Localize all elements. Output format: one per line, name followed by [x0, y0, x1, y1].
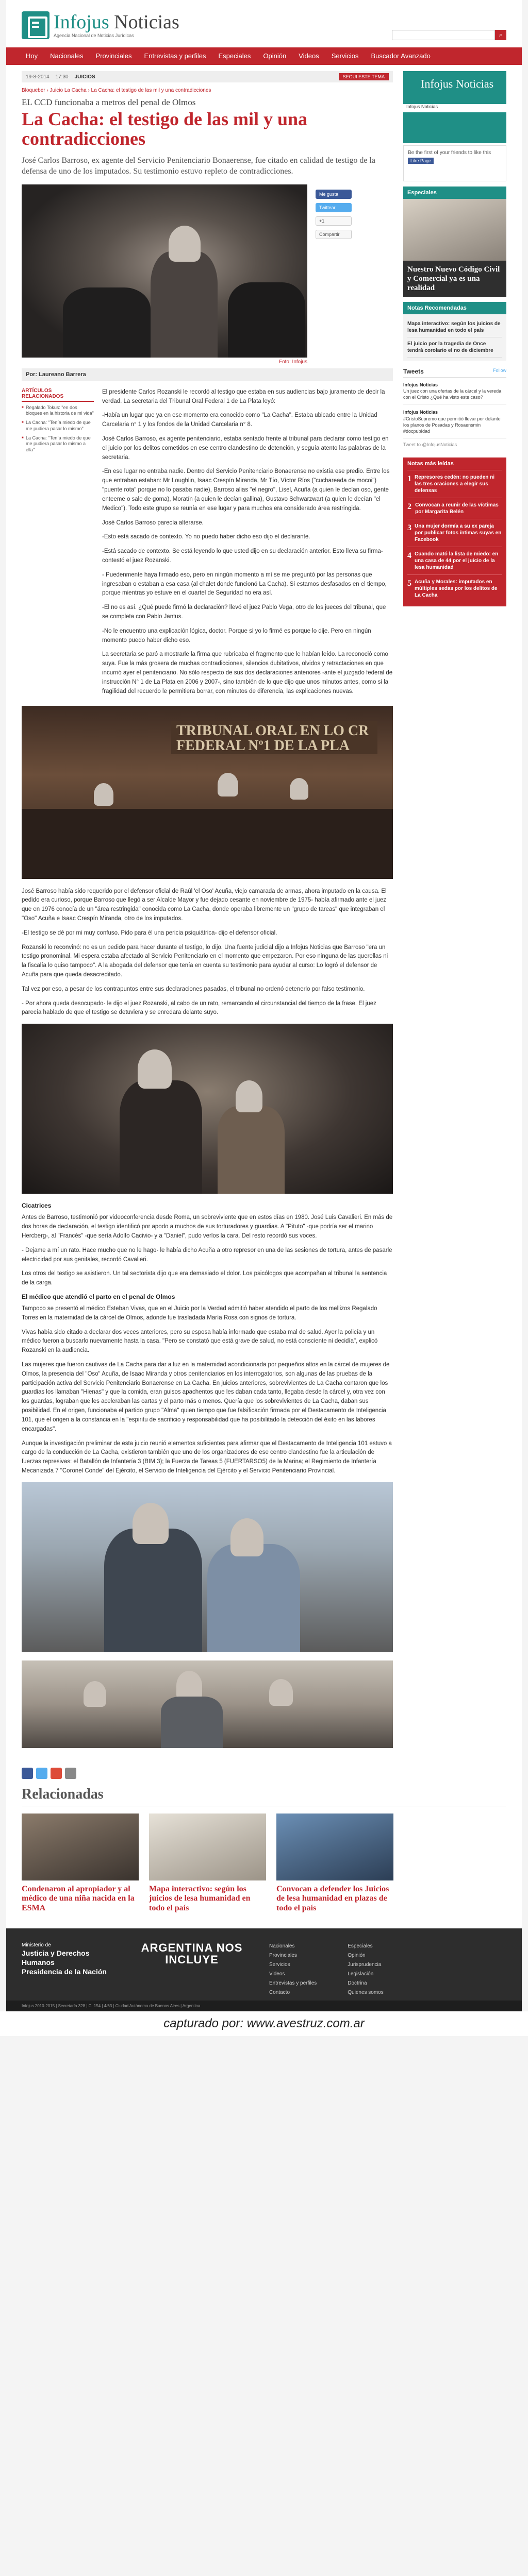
- paragraph: El presidente Carlos Rozanski le recordó al testigo que estaba en sus audiencias bajo juramento de decir la verdad. La secretaria del Tribunal Oral Federal 1 de La Plata leyó:: [102, 388, 385, 404]
- article-body-2: [22, 887, 393, 1018]
- related-article-link[interactable]: ■ La Cacha: "Tenía miedo de que me pudiera pasar lo mismo a ella": [22, 435, 94, 453]
- most-read-list: [403, 470, 506, 606]
- paragraph: La secretaria se paró a mostrarle la firma que rubricaba el fragmento que le habían leído. La reconoció como suya. Fue la más grosera de muchas contradicciones, silencios dubitativos, olvidos y retractaciones en que incurrió ayer el penitenciario. No sólo respecto de sus dos declaraciones anteriores -ante el juzgado federal de instrucción N° 1 de La Plata en 2006 y 2007-, sino también de lo que dijo que unos minutos antes, como si la fragilidad del recuerdo le permitiera borrar, con minutos de diferencia, las explicaciones nuevas.: [102, 651, 393, 694]
- recommended-list: [403, 314, 506, 361]
- paragraph: -Había un lugar que ya en ese momento era conocido como "La Cacha". Estaba ubicado entre la Unidad Carcelaria n° 1 y los fondos de la Unidad Carcelaria n° 8.: [102, 412, 377, 428]
- footer-link[interactable]: Opinión: [348, 1952, 366, 1958]
- most-read-item[interactable]: [407, 470, 502, 498]
- most-read-rank: 5: [407, 579, 411, 588]
- footer-link[interactable]: Jurisprudencia: [348, 1961, 382, 1968]
- related-card-image: [149, 1814, 266, 1880]
- facebook-like-page-button[interactable]: Like Page: [408, 158, 434, 164]
- facebook-widget: [403, 145, 506, 181]
- related-section: [6, 1755, 522, 1928]
- most-read-item[interactable]: [407, 498, 502, 519]
- footer-link[interactable]: Entrevistas y perfiles: [269, 1980, 317, 1986]
- related-card-title[interactable]: Convocan a defender los Juicios de lesa humanidad en plazas de todo el país: [276, 1884, 389, 1912]
- facebook-icon[interactable]: [22, 1768, 33, 1779]
- article-content: [22, 65, 393, 1755]
- article-date: 19-8-2014: [26, 74, 50, 80]
- article-body-3: [22, 1202, 393, 1476]
- paragraph: - Por ahora queda desocupado- le dijo el juez Rozanski, al cabo de un rato, remarcando el circunstancial del tiempo de la frase. El juez parecía hablado de que el testigo se detuviera y se enredara delante suyo.: [22, 1000, 376, 1016]
- infojus-banner[interactable]: [403, 71, 506, 143]
- tweets-heading: Tweets: [403, 368, 424, 375]
- recommended-item[interactable]: El juicio por la tragedia de Once tendrá corolario el no de diciembre: [407, 337, 502, 358]
- sidebar: [403, 65, 506, 1755]
- related-card-image: [22, 1814, 139, 1880]
- paragraph: Aunque la investigación preliminar de esta juicio reunió elementos suficientes para afirmar que el Destacamento de Inteligencia 101 estuvo a cargo de la conducción de La Cacha, existieron también que uno de los organizadores de ese centro clandestino fue la articulación de fuerzas represivas: el Batallón de Infantería 3 (BIM 3); la Fuerza de Tareas 5 (FUERTARSO5) de la Marina; el Regimiento de Infantería Mecanizada 7 "Coronel Conde" del Ejército, el Servicio de Inteligencia del Ejército y el Servicio Penitenciario Provincial.: [22, 1440, 392, 1474]
- byline: Por: Laureano Barrera: [22, 368, 393, 381]
- site-footer: [6, 1928, 522, 2001]
- related-card-title[interactable]: Mapa interactivo: según los juicios de lesa humanidad en todo el país: [149, 1884, 251, 1912]
- paragraph: -El testigo se dé por mi muy confuso. Pido para él una pericia psiquiátrica- dijo el defensor oficial.: [22, 929, 277, 936]
- paragraph: -Esto está sacado de contexto. Yo no puedo haber dicho eso dijo el declarante.: [102, 534, 310, 540]
- paragraph: Los otros del testigo se asistieron. Un tal sectorista dijo que era demasiado el dolor. Los psicólogos que acompañan al tribunal la sentencia de la carga.: [22, 1270, 387, 1286]
- nav-item-0[interactable]: Hoy: [26, 52, 38, 60]
- twitter-share-button[interactable]: Twittear: [316, 203, 352, 212]
- nav-item-7[interactable]: Servicios: [331, 52, 359, 60]
- copyright: Infojus 2010-2015 | Secretaría 328 | C. 154 | 4/63 | Ciudad Autónoma de Buenos Aires | Argentina: [6, 2001, 522, 2011]
- paragraph: Vivas había sido citado a declarar dos veces anteriores, pero su esposa había informado que estaba mal de salud. Ayer la policía y un médico fueron a buscarlo nuevamente hasta la casa. "Pero se constató que está grave de salud, no está consciente ni decidía", explicó Rozanski en la audiencia.: [22, 1329, 378, 1354]
- twitter-follow-button[interactable]: Follow: [492, 368, 506, 373]
- nav-item-4[interactable]: Especiales: [218, 52, 251, 60]
- footer-link[interactable]: Especiales: [348, 1943, 373, 1949]
- most-read-title: Convocan a reunir de las víctimas por Margarita Belén: [415, 502, 499, 515]
- related-card[interactable]: [22, 1814, 139, 1913]
- defendants-photo: [22, 1024, 393, 1194]
- nav-item-3[interactable]: Entrevistas y perfiles: [144, 52, 206, 60]
- paragraph: Las mujeres que fueron cautivas de La Cacha para dar a luz en la maternidad acondicionada por pequeños altos en la cárcel de mujeres de Olmos, la presencia del "Oso" Acuña, de Isaac Miranda y otros penitenciarios en los interrogatorios, son algunas de las pruebas de la participación activa del Servicio Penitenciario Bonaerense en La Cacha. En juicios anteriores, sobrevivientes de La Cacha contaron que los guardias los llamaban "Hienas" y que la comida, eran guisos apachentos que les daban cada tanto, llegaba desde la cárcel y, otra vez con los guardas, lograban que les aceleraban las cartas y el parto más o menos. Quería que los sobrevivientes de La Cacha, daban sus posibilidad. En el origen, funcionaba el partido grupo "Alma" quien tiempo que fue falsificación firmada por el Destacamento de Inteligencia 101, que el origen a la constancia en la "espiritu de sacrificio y responsabilidad que ha posibilitado la detección del éxito en las labores encargadas".: [22, 1362, 390, 1432]
- paragraph: Antes de Barroso, testimonió por videoconferencia desde Roma, un sobreviviente que en estos días en 1980. José Luis Cavalieri. En más de dos horas de declaración, el testigo identificó por apodo a muchos de sus torturadores y guardias. A "Pituto" -que podría ser el marino Hercberg-, al "Francés" -que sería Adolfo Cacivio- y a "Daniel", pudo verlos la cara. Del resto recordó sus voces.: [22, 1214, 393, 1239]
- most-read-rank: 2: [407, 502, 411, 511]
- paragraph: -Está sacado de contexto. Se está leyendo lo que usted dijo en su declaración anterior. Esto lleva su firma- contestó el juez Rozanski.: [102, 548, 383, 564]
- nav-item-5[interactable]: Opinión: [263, 52, 287, 60]
- presidency-name: Presidencia de la Nación: [22, 1968, 107, 1976]
- logo-main: Infojus: [54, 11, 109, 33]
- most-read-rank: 4: [407, 551, 411, 560]
- footer-link[interactable]: Legislación: [348, 1971, 374, 1977]
- footer-col-2: [348, 1942, 384, 1995]
- share-button[interactable]: Compartir: [316, 230, 352, 239]
- share-buttons: [316, 184, 393, 366]
- paragraph: -No le encuentro una explicación lógica, doctor. Porque si yo lo firmé es porque lo dije. Pero en ningún momento puedo haber dicho eso.: [102, 628, 371, 643]
- most-read-title: Cuando mató la lista de miedo: en una casa de 44 por el juicio de la lesa humanidad: [415, 551, 499, 570]
- logo-icon: [22, 11, 50, 39]
- photo-credit: Foto: Infojus: [278, 359, 307, 365]
- most-read-item[interactable]: [407, 574, 502, 602]
- breadcrumb[interactable]: Bloqueber › Juicio La Cacha › La Cacha: el testigo de las mil y una contradicciones: [22, 88, 211, 93]
- banner-bar: Infojus Noticias: [403, 104, 506, 112]
- related-card-image: [276, 1814, 393, 1880]
- nav-item-8[interactable]: Buscador Avanzado: [371, 52, 431, 60]
- paragraph: José Barroso había sido requerido por el defensor oficial de Raúl 'el Oso' Acuña, viejo camarada de armas, ahora imputado en la causa. El pedido era curioso, porque Barroso que llegó a ser Alcalde Mayor y fue dejado cesante en noviembre de 1975- había afirmado ante el juez que en 1976 conocía de un "área restringida" conocida como La Cacha, donde operaba libremente un "grupo de tareas" que integraban el "Oso" Acuña e Isaac Crespín Miranda, otro de los imputados.: [22, 888, 387, 922]
- crowd-photo: [22, 1660, 393, 1748]
- tweet-user[interactable]: Infojus Noticias: [403, 410, 438, 415]
- most-read-title: Represores cedén: no pueden ni las tres oraciones a elegir sus defensas: [415, 474, 495, 494]
- paragraph: José Carlos Barroso, ex agente penitenciario, estaba sentado frente al tribunal para declarar como testigo en el juicio por los delitos cometidos en ese centro clandestino de detención, y seguía atento las palabras de la secretaria.: [102, 436, 389, 461]
- especiales-image: [403, 199, 506, 261]
- article-body-1: [102, 388, 393, 702]
- follow-topic-button[interactable]: SEGUI ESTE TEMA: [339, 73, 389, 80]
- tweet-item[interactable]: [403, 405, 506, 439]
- tweets-list: [403, 378, 506, 439]
- tweet-text: #CristoSupremo que permitió llevar por delante los planos de Posadas y Rosaensmin #docpubIdad: [403, 416, 501, 434]
- paragraph: - Dejame a mí un rato. Hace mucho que no le hago- le había dicho Acuña a otro represor en una de las sesiones de tortura, antes de pasarle electricidad por sus genitales, recordó Cavalieri.: [22, 1247, 392, 1263]
- hero-row: [22, 184, 393, 366]
- most-read-title: Una mujer dormía a su ex pareja por publicar fotos íntimas suyas en Facebook: [415, 523, 502, 543]
- footer-links: [269, 1942, 384, 1995]
- main-nav: [6, 47, 522, 65]
- most-read-rank: 3: [407, 523, 411, 532]
- nav-item-1[interactable]: Nacionales: [50, 52, 84, 60]
- paragraph: -En ese lugar no entraba nadie. Dentro del Servicio Penitenciario Bonaerense no existía ese predio. Entre los que entraban estaban: Mr Loughlin, Isaac Crespín Miranda, Mr Tío, Víctor Ríos ("cuchareada de mocoi") "puente rota" porque no lo pasaba nadie), Barroso alias "el negro", Lisel, Acuña (a quien le decían oso, gente enteeme o sale de goma), Moratín (a quien le decían gallina), Gustavo Schwarzwart (a quien le decían "el Medico"). Todo este grupo se reunía en ese lugar y para muchos era considerado área restringida.: [102, 468, 390, 512]
- subheading: El médico que atendió el parto en el penal de Olmos: [22, 1293, 175, 1300]
- paragraph: Rozanski lo reconvinó: no es un pedido para hacer durante el testigo, lo dijo. Una fuente judicial dijo a Infojus Noticias que Barroso "era un testigo pronominal. Mi espera estaba afectado al Servicio Penitenciario en el momento que empezaron. Por eso ninguna de las querellas ni la fiscalía lo quiso tampoco". A la abogada del defensor que tenía en cuenta su testimonio para ayudar al curso: Lo logró el defensor de Acuña para que queda desacreditado.: [22, 944, 388, 978]
- related-grid: [22, 1814, 506, 1913]
- capture-credit: capturado por: www.avestruz.com.ar: [0, 2011, 528, 2036]
- ministry-small: Ministerio de: [22, 1942, 51, 1948]
- related-heading: Relacionadas: [22, 1786, 506, 1806]
- article-time: 17:30: [55, 74, 69, 80]
- related-card-title[interactable]: Condenaron al apropiador y al médico de una niña nacida en la ESMA: [22, 1884, 135, 1912]
- page-wrapper: [6, 0, 522, 2011]
- tweet-to-link[interactable]: Tweet to @InfojusNoticias: [403, 442, 457, 447]
- paragraph: Tal vez por eso, a pesar de los contrapuntos entre sus declaraciones pasadas, el tribunal no ordenó detenerlo por falso testimonio.: [22, 986, 365, 992]
- banner-title: Infojus Noticias: [421, 77, 494, 90]
- article-lead: José Carlos Barroso, ex agente del Servicio Penitenciario Bonaerense, fue citado en calidad de testigo de la defensa de uno de los imputados. Su testimonio estuvo repleto de contradicciones.: [22, 156, 375, 176]
- tweet-user[interactable]: Infojus Noticias: [403, 382, 438, 387]
- nav-item-2[interactable]: Provinciales: [95, 52, 132, 60]
- search-bar: [392, 30, 506, 40]
- related-articles-heading: ARTÍCULOS RELACIONADOS: [22, 388, 94, 402]
- bottom-share-icons: [22, 1768, 506, 1779]
- footer-link[interactable]: Servicios: [269, 1961, 290, 1968]
- search-button[interactable]: [495, 30, 506, 40]
- footer-link[interactable]: Contacto: [269, 1989, 290, 1995]
- facebook-widget-text: Be the first of your friends to like this: [408, 150, 491, 156]
- ministry-logo[interactable]: [22, 1942, 114, 1987]
- tweet-text: Un juez con una ofertas de la cárcel y la vereda con el Cristo ¿Qué ha visto este caso?: [403, 388, 502, 400]
- paragraph: - Puedenmente haya firmado eso, pero en ningún momento a mí se me preguntó por las personas que ingresaban o estaban a esa casa (al chalet donde funcionó La Cacha). Si estamos desfasados en el tiempo, porque mientras yo estuve en el cuartel de Seguridad no era así.: [102, 571, 387, 597]
- google-plus-icon[interactable]: [51, 1768, 62, 1779]
- search-icon: ⌕: [499, 31, 503, 38]
- most-read-title: Acuña y Morales: imputados en múltiples sedas por los delitos de La Cacha: [415, 579, 498, 598]
- main-area: [6, 65, 522, 1755]
- nav-item-6[interactable]: Videos: [299, 52, 319, 60]
- argentina-slogan: ARGENTINA NOS INCLUYE: [141, 1941, 243, 1967]
- most-read-item[interactable]: [407, 547, 502, 574]
- footer-link[interactable]: Nacionales: [269, 1943, 295, 1949]
- street-photo: [22, 1482, 393, 1652]
- related-articles-box: [22, 388, 94, 702]
- footer-link[interactable]: Quienes somos: [348, 1989, 384, 1995]
- hero-photo: [22, 184, 307, 358]
- most-read-heading: Notas más leídas: [403, 457, 506, 470]
- article-kicker: EL CCD funcionaba a metros del penal de Olmos: [22, 97, 196, 107]
- tweet-item[interactable]: [403, 378, 506, 405]
- most-read-item[interactable]: [407, 519, 502, 547]
- paragraph: Tampoco se presentó el médico Esteban Vivas, que en el Juicio por la Verdad admitió haber atendido el parto de los mellizos Regalado Torres en la maternidad de la cárcel de Olmos, adonde fue trasladada María Rosa con signos de tortura.: [22, 1305, 377, 1321]
- twitter-icon[interactable]: [36, 1768, 47, 1779]
- especiales-caption: Nuestro Nuevo Código Civil y Comercial ya es una realidad: [407, 265, 500, 292]
- subheading-scars: Cicatrices: [22, 1202, 52, 1210]
- especiales-box[interactable]: [403, 187, 506, 297]
- email-icon[interactable]: [65, 1768, 76, 1779]
- footer-link[interactable]: Provinciales: [269, 1952, 297, 1958]
- related-card[interactable]: [276, 1814, 393, 1913]
- courtroom-photo: TRIBUNAL ORAL EN LO CR FEDERAL Nº1 DE LA PLA: [22, 706, 393, 879]
- recommended-item[interactable]: Mapa interactivo: según los juicios de lesa humanidad en todo el país: [407, 317, 502, 337]
- related-card[interactable]: [149, 1814, 266, 1913]
- related-article-link[interactable]: ■ Regalado Tokus: "en dos bloques en la historia de mi vida": [22, 405, 94, 417]
- paragraph: -El no es así. ¿Qué puede firmó la declaración? llevó el juez Pablo Vega, otro de los jueces del tribunal, que se completa con Pablo Jantus.: [102, 604, 386, 620]
- article-title: La Cacha: el testigo de las mil y una contradicciones: [22, 109, 307, 149]
- article-section[interactable]: JUICIOS: [74, 74, 95, 80]
- body-row: [22, 388, 393, 702]
- recommended-heading: Notas Recomendadas: [403, 302, 506, 314]
- paragraph: José Carlos Barroso parecía alterarse.: [102, 519, 204, 526]
- most-read-rank: 1: [407, 474, 411, 483]
- tweets-header: [403, 368, 506, 378]
- search-input[interactable]: [392, 30, 495, 40]
- google-plus-button[interactable]: +1: [316, 216, 352, 226]
- footer-link[interactable]: Videos: [269, 1971, 285, 1977]
- logo-accent: Noticias: [114, 11, 179, 33]
- footer-link[interactable]: Doctrina: [348, 1980, 367, 1986]
- site-header: [6, 0, 522, 47]
- ministry-name: Justicia y Derechos Humanos: [22, 1948, 90, 1967]
- date-bar: [22, 71, 393, 82]
- especiales-heading: Especiales: [403, 187, 506, 199]
- footer-col-1: [269, 1942, 317, 1995]
- related-article-link[interactable]: ■ La Cacha: "Tenía miedo de que me pudiera pasar lo mismo": [22, 420, 94, 432]
- facebook-like-button[interactable]: Me gusta: [316, 190, 352, 199]
- logo-subtitle: Agencia Nacional de Noticias Jurídicas: [54, 33, 134, 38]
